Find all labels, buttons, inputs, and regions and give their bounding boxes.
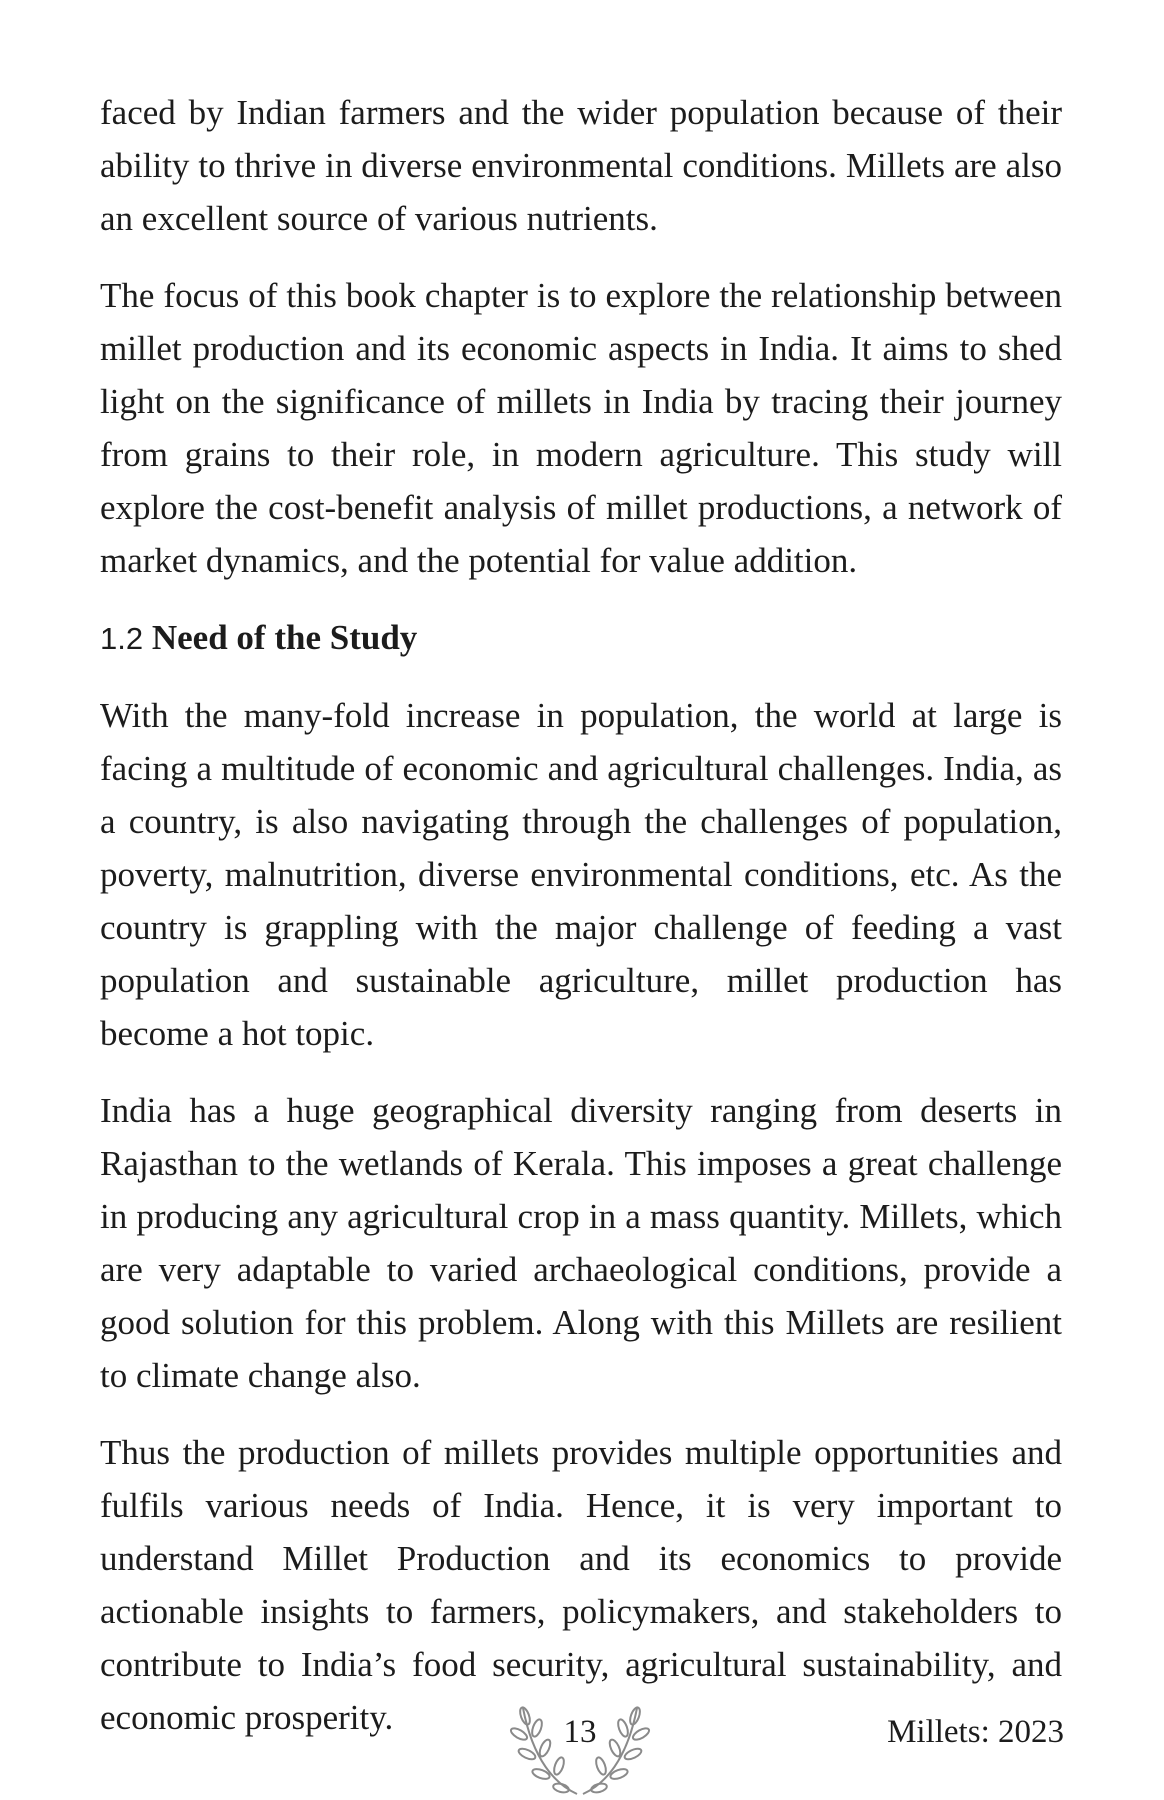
section-title: Need of the Study [151,618,418,657]
page-number: 13 [563,1714,597,1750]
page-body [100,86,1062,1768]
section-heading [100,611,1062,665]
paragraph-geographical-diversity: India has a huge geographical diversity ranging from deserts in Rajasthan to the wetlands of Kerala. This imposes a great challenge in producing any agricultural crop in a mass quantity. Millets, which are very adaptable to varied archaeological conditions, provide a good solution for this problem. Along with this Millets are resilient to climate change also. [100,1091,1062,1395]
running-title: Millets: 2023 [887,1714,1064,1750]
page-footer [0,1700,1164,1800]
paragraph-opportunities: Thus the production of millets provides multiple opportunities and fulfils various needs of India. Hence, it is very important to understand Millet Production and its economics to provide actionable insights to farmers, policymakers, and stakeholders to contribute to India’s food security, agricultural sustainability, and economic prosperity. [100,1433,1062,1737]
paragraph-population-challenges: With the many-fold increase in population, the world at large is facing a multitude of economic and agricultural challenges. India, as a country, is also navigating through the challenges of population, poverty, malnutrition, diverse environmental conditions, etc. As the country is grappling with the major challenge of feeding a vast population and sustainable agriculture, millet production has become a hot topic. [100,696,1062,1053]
section-number: 1.2 [100,621,144,656]
paragraph-continued: faced by Indian farmers and the wider population because of their ability to thrive in diverse environmental conditions. Millets are also an excellent source of various nutrients. [100,93,1062,238]
paragraph-chapter-focus: The focus of this book chapter is to explore the relationship between millet production and its economic aspects in India. It aims to shed light on the significance of millets in India by tracing their journey from grains to their role, in modern agriculture. This study will explore the cost-benefit analysis of millet productions, a network of market dynamics, and the potential for value addition. [100,276,1062,580]
